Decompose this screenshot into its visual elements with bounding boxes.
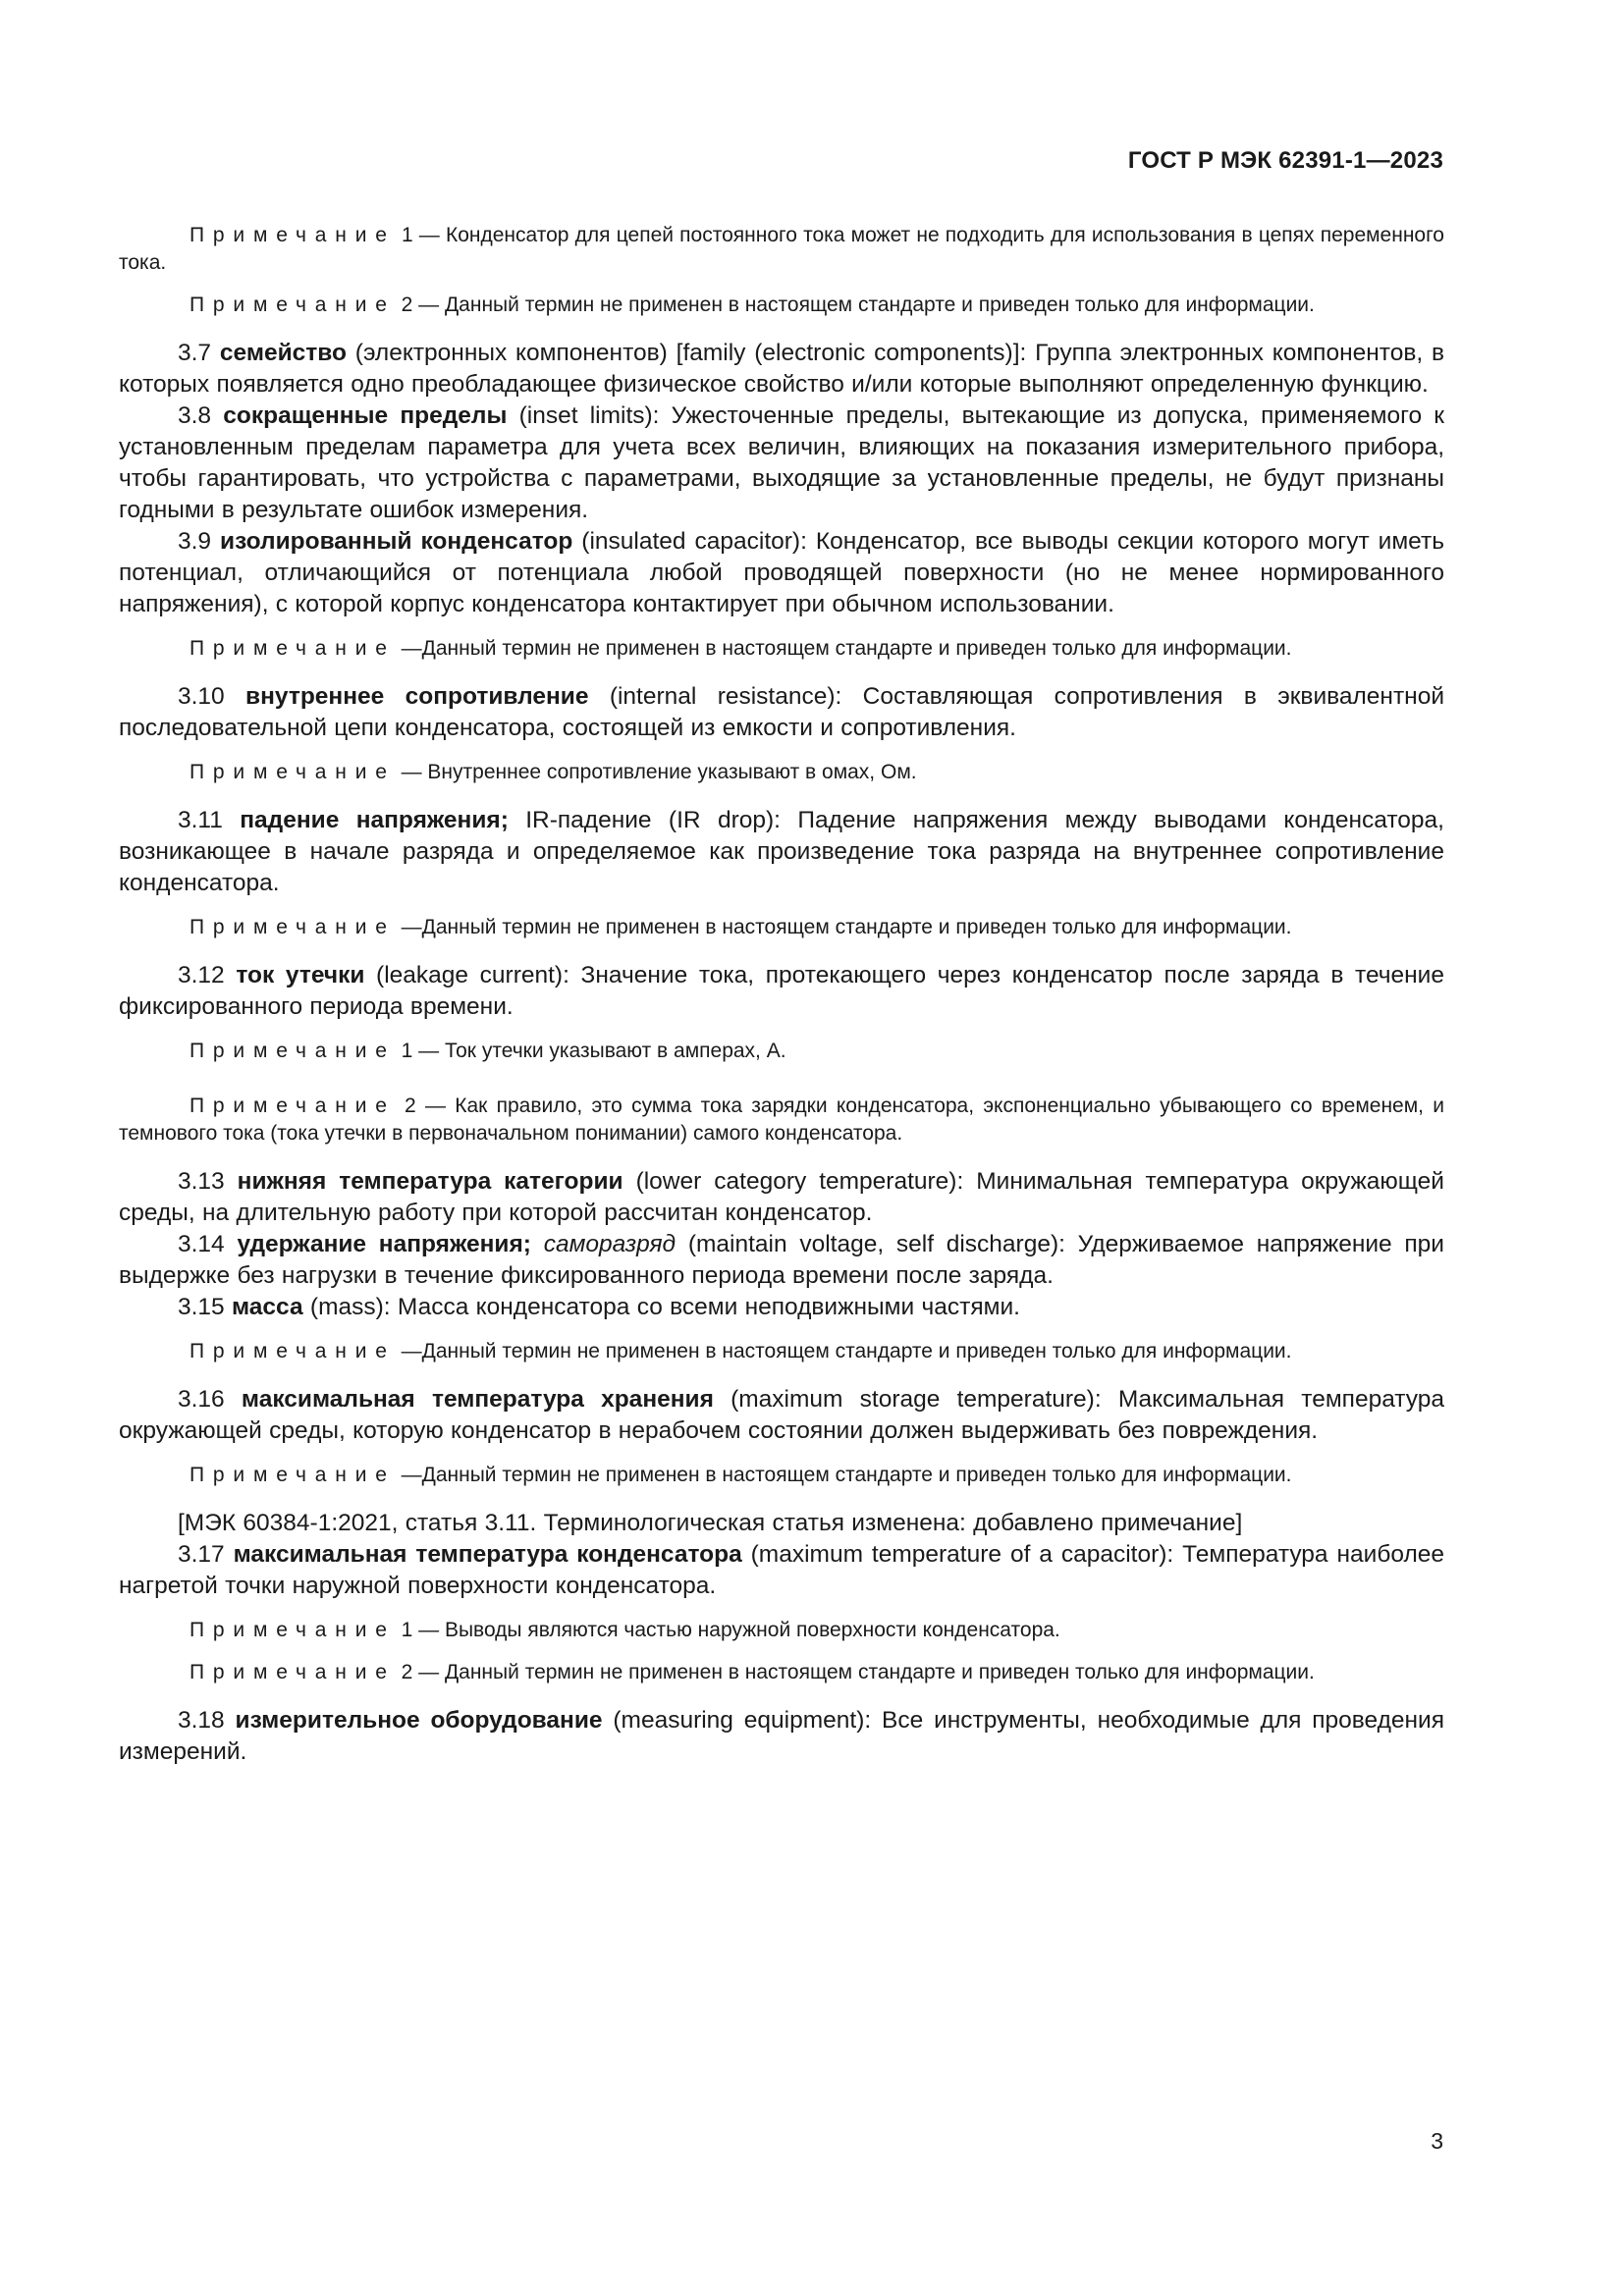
note-3-10: Примечание — Внутреннее сопротивление указывают в омах, Ом. — [189, 761, 917, 783]
note-word: Примечание — [189, 1095, 396, 1117]
term-3-13: 3.13 нижняя температура категории (lower category temperature): Минимальная температура окружающей среды, на длительную работу при которой рассчитан конденсатор. — [119, 1168, 1444, 1226]
term-3-16: 3.16 максимальная температура хранения (maximum storage temperature): Максимальная температура окружающей среды, которую конденсатор в нерабочем состоянии должен выдерживать без повреждения. — [119, 1386, 1445, 1444]
note-3-12-2: Примечание 2 — Как правило, это сумма тока зарядки конденсатора, экспоненциально убывающего со временем, и темнового тока (тока утечки в первоначальном понимании) самого конденсатора. — [119, 1095, 1444, 1145]
term-3-9: 3.9 изолированный конденсатор (insulated capacitor): Конденсатор, все выводы секции которого могут иметь потенциал, отличающийся от потенциала любой проводящей поверхности (но не менее нормированного напряжения), с которой корпус конденсатора контактирует при обычном использовании. — [119, 528, 1444, 617]
note-word: Примечание — [189, 1464, 396, 1486]
document-body — [119, 222, 1444, 1768]
note-3-12-1: Примечание 1 — Ток утечки указывают в амперах, А. — [189, 1040, 786, 1062]
term-title: ток утечки — [236, 962, 365, 988]
term-3-17: 3.17 максимальная температура конденсатора (maximum temperature of a capacitor): Температура наиболее нагретой точки наружной поверхности конденсатора. — [119, 1541, 1444, 1599]
term-3-8: 3.8 сокращенные пределы (inset limits): Ужесточенные пределы, вытекающие из допуска, применяемого к установленным пределам параметра для учета всех величин, влияющих на показания измерительного прибора, чтобы гарантировать, что устройства с параметрами, выходящие за установленные пределы, не будут признаны годными в результате ошибок измерения. — [119, 402, 1445, 523]
term-3-18: 3.18 измерительное оборудование (measuring equipment): Все инструменты, необходимые для проведения измерений. — [119, 1707, 1444, 1765]
note-3-11: Примечание —Данный термин не применен в настоящем стандарте и приведен только для информации. — [189, 916, 1292, 938]
note-3-16: Примечание —Данный термин не применен в настоящем стандарте и приведен только для информации. — [189, 1464, 1292, 1486]
term-title: сокращенные пределы — [223, 402, 508, 429]
term-3-12: 3.12 ток утечки (leakage current): Значение тока, протекающего через конденсатор после заряда в течение фиксированного периода времени. — [119, 962, 1444, 1020]
note-word: Примечание — [189, 224, 396, 246]
term-3-11: 3.11 падение напряжения; IR-падение (IR drop): Падение напряжения между выводами конденсатора, возникающее в начале разряда и определяемое как произведение тока разряда на внутреннее сопротивление конденсатора. — [119, 807, 1444, 896]
term-synonym: саморазряд — [530, 1231, 677, 1257]
term-title: изолированный конденсатор — [220, 528, 573, 555]
note-word: Примечание — [189, 1340, 396, 1362]
term-3-7: 3.7 семейство (электронных компонентов) [family (electronic components)]: Группа электронных компонентов, в которых появляется одно преобладающее физическое свойство и/или которые выполняют определенную функцию. — [119, 340, 1444, 398]
note-2: Примечание 2 — Данный термин не применен в настоящем стандарте и приведен только для информации. — [189, 294, 1315, 316]
document-header: ГОСТ Р МЭК 62391-1—2023 — [1127, 147, 1443, 174]
page-number: 3 — [1431, 2128, 1443, 2154]
term-title: измерительное оборудование — [235, 1707, 603, 1734]
term-title: максимальная температура хранения — [241, 1386, 714, 1413]
term-title: семейство — [219, 340, 347, 366]
term-3-15: 3.15 масса (mass): Масса конденсатора со всеми неподвижными частями. — [178, 1294, 1020, 1320]
term-3-10: 3.10 внутреннее сопротивление (internal resistance): Составляющая сопротивления в эквивалентной последовательной цепи конденсатора, состоящей из емкости и сопротивления. — [119, 683, 1445, 741]
note-word: Примечание — [189, 1619, 396, 1641]
note-word: Примечание — [189, 761, 396, 783]
note-word: Примечание — [189, 1040, 396, 1062]
note-3-9: Примечание —Данный термин не применен в настоящем стандарте и приведен только для информации. — [189, 637, 1292, 660]
term-title: максимальная температура конденсатора — [233, 1541, 742, 1568]
note-3-17-2: Примечание 2 — Данный термин не применен в настоящем стандарте и приведен только для информации. — [189, 1661, 1315, 1683]
term-title: удержание напряжения; — [237, 1231, 531, 1257]
note-word: Примечание — [189, 294, 396, 316]
note-3-15: Примечание —Данный термин не применен в настоящем стандарте и приведен только для информации. — [189, 1340, 1292, 1362]
term-3-14: 3.14 удержание напряжения; саморазряд (maintain voltage, self discharge): Удерживаемое напряжение при выдержке без нагрузки в течение фиксированного периода времени после заряда. — [119, 1231, 1444, 1289]
note-word: Примечание — [189, 916, 396, 938]
source-reference: [МЭК 60384-1:2021, статья 3.11. Терминологическая статья изменена: добавлено примечание] — [178, 1510, 1243, 1536]
note-1: Примечание 1 — Конденсатор для цепей постоянного тока может не подходить для использования в цепях переменного тока. — [119, 224, 1444, 274]
term-title: масса — [232, 1294, 303, 1320]
note-3-17-1: Примечание 1 — Выводы являются частью наружной поверхности конденсатора. — [189, 1619, 1060, 1641]
term-title: падение напряжения; — [240, 807, 509, 833]
term-title: внутреннее сопротивление — [245, 683, 589, 710]
note-word: Примечание — [189, 637, 396, 660]
note-word: Примечание — [189, 1661, 396, 1683]
term-title: нижняя температура категории — [237, 1168, 623, 1195]
